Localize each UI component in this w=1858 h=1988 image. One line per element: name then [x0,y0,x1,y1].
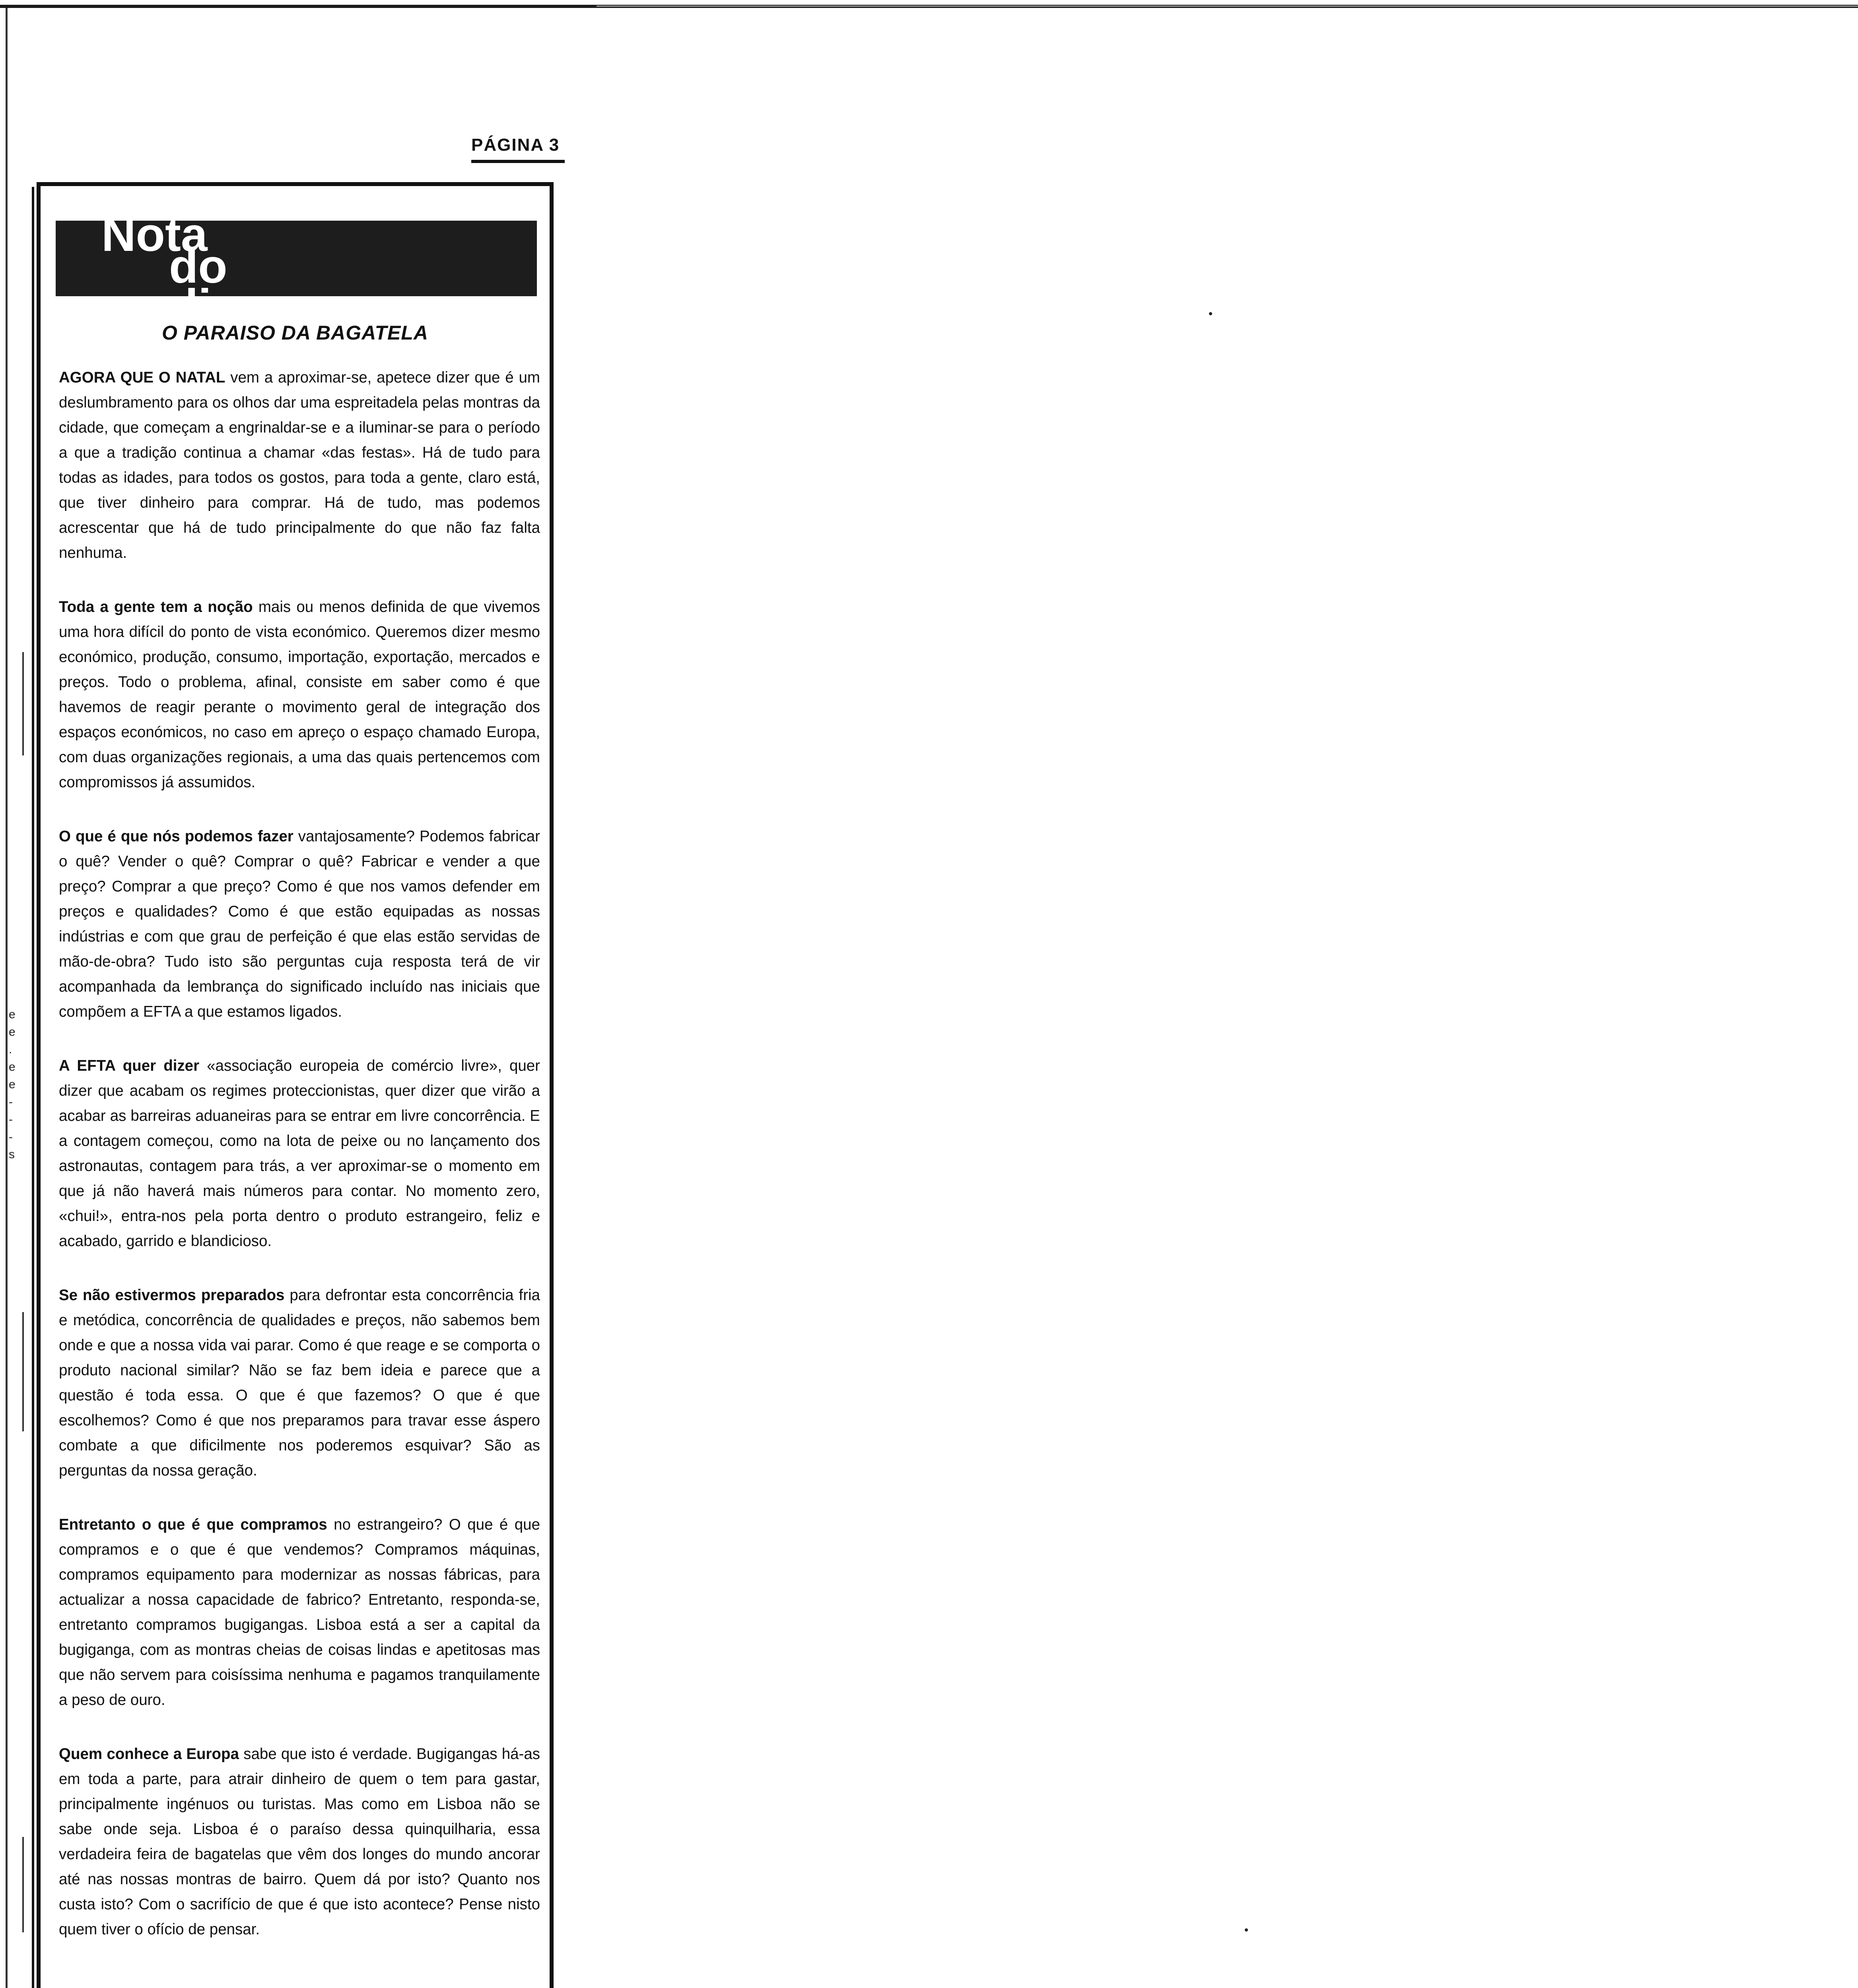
sidebar-fragment: e [9,1078,16,1091]
margin-line [22,652,24,755]
article-paragraph [59,365,540,565]
article-body [59,365,540,1971]
sidebar-fragment: . [9,1043,12,1056]
article-paragraph [59,824,540,1024]
paragraph-lead: Quem conhece a Europa [59,1745,239,1763]
paragraph-lead: A EFTA quer dizer [59,1057,200,1074]
margin-line [22,1312,24,1431]
paragraph-text: sabe que isto é verdade. Bugigangas há-as em toda a parte, para atrair dinheiro de quem o tem para gastar, principalmente ingénuos ou turistas. Mas como em Lisboa não se sabe onde seja. Lisboa é o paraíso dessa quinquilharia, essa verdadeira feira de bagatelas que vêm dos longes do mundo ancorar até nas nossas montras de bairro. Quem dá por isto? Quanto nos custa isto? Com o sacrifício de que é que isto acontece? Pense nisto quem tiver o ofício de pensar. [59,1745,540,1938]
speck [1245,1928,1248,1932]
top-rule-thin [597,6,1858,7]
paragraph-text: mais ou menos definida de que vivemos uma hora difícil do ponto de vista económico. Queremos dizer mesmo económico, produção, consumo, importação, exportação, mercados e preços. Todo o problema, afinal, consiste em saber como é que havemos de reagir perante o movimento geral de integração dos espaços económicos, no caso em apreço o espaço chamado Europa, com duas organizações regionais, a uma das quais pertencemos com compromissos já assumidos. [59,598,540,791]
paragraph-text: «associação europeia de comércio livre», quer dizer que acabam os regimes proteccionistas, quer dizer que virão a acabar as barreiras aduaneiras para se entrar em livre concorrência. E a contagem começou, como na lota de peixe ou no lançamento dos astronautas, contagem para trás, a ver aproximar-se o momento em que já não haverá mais números para contar. No momento zero, «chui!», entra-nos pela porta dentro o produto estrangeiro, feliz e acabado, garrido e blandicioso. [59,1057,540,1250]
article-heading: O PARAISO DA BAGATELA [161,322,429,344]
article-paragraph [59,1053,540,1254]
page-label: PÁGINA 3 [471,135,560,155]
article-paragraph [59,1741,540,1942]
sidebar-fragment: e [9,1008,16,1021]
paragraph-lead: Se não estivermos preparados [59,1287,285,1304]
banner-title-line1: Nota [101,208,208,261]
article-paragraph [59,1283,540,1483]
sidebar-fragments [9,1006,16,1163]
paragraph-lead: Entretanto o que é que compramos [59,1516,327,1533]
article-left-rule [32,187,34,1988]
sidebar-fragment: - [9,1130,13,1143]
sidebar-fragment: - [9,1095,13,1109]
article-paragraph [59,594,540,795]
paragraph-text: vem a aproximar-se, apetece dizer que é um deslumbramento para os olhos dar uma espreitadela pelas montras da cidade, que começam a engrinaldar-se e a iluminar-se para o período a que a tradição continua a chamar «das festas». Há de tudo para todas as idades, para todos os gostos, para toda a gente, claro está, que tiver dinheiro para comprar. Há de tudo, mas podemos acrescentar que há de tudo principalmente do que não faz falta nenhuma. [59,369,540,561]
paragraph-lead: AGORA QUE O NATAL [59,369,225,386]
paragraph-lead: Toda a gente tem a noção [59,598,253,615]
banner-title-line2: do dia [169,240,238,333]
margin-line [22,1837,24,1932]
paragraph-text: vantajosamente? Podemos fabricar o quê? Vender o quê? Comprar o quê? Fabricar e vender a que preço? Comprar a que preço? Como é que nos vamos defender em preços e qualidades? Como é que estão equipadas as nossas indústrias e com que grau de perfeição é que elas estão servidas de mão-de-obra? Tudo isto são perguntas cuja resposta terá de vir acompanhada da lembrança do significado incluído nas iniciais que compõem a EFTA a que estamos ligados. [59,828,540,1020]
paragraph-lead: O que é que nós podemos fazer [59,828,293,845]
sidebar-fragment: e [9,1025,16,1039]
page-label-underline [471,160,565,163]
paragraph-text: para defrontar esta concorrência fria e metódica, concorrência de qualidades e preços, não sabemos bem onde e que a nossa vida vai parar. Como é que reage e se comporta o produto nacional similar? Não se faz bem ideia e parece que a questão é toda essa. O que é que fazemos? O que é que escolhemos? Como é que nos preparamos para travar esse áspero combate a que dificilmente nos poderemos esquivar? São as perguntas da nossa geração. [59,1287,540,1479]
sidebar-fragment: e [9,1060,16,1074]
article-paragraph [59,1512,540,1712]
sidebar-fragment: - [9,1113,13,1126]
page-left-edge [6,8,8,1988]
sidebar-fragment: s [9,1148,15,1161]
speck [1209,312,1212,315]
paragraph-text: no estrangeiro? O que é que compramos e o que é que vendemos? Compramos máquinas, compramos equipamento para modernizar as nossas fábricas, para actualizar a nossa capacidade de fabrico? Entretanto, responda-se, entretanto compramos bugigangas. Lisboa está a ser a capital da bugiganga, com as montras cheias de coisas lindas e apetitosas mas que não servem para coisíssima nenhuma e pagamos tranquilamente a peso de ouro. [59,1516,540,1708]
banner-title [101,208,300,333]
